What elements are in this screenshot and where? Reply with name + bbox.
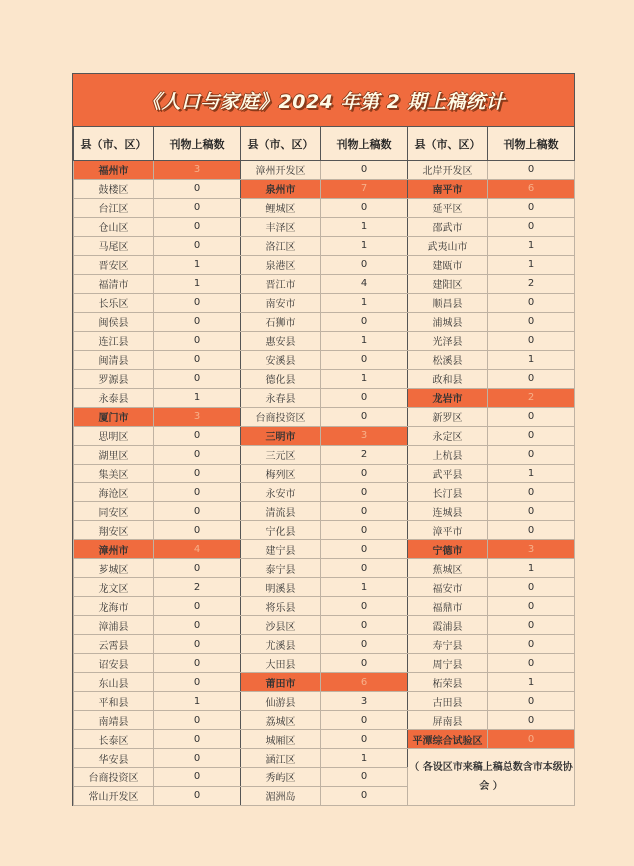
county-name-cell: 石狮市 [241, 312, 321, 331]
count-cell: 0 [154, 236, 241, 255]
county-name-cell: 台商投资区 [241, 407, 321, 426]
count-cell: 0 [154, 483, 241, 502]
count-cell: 0 [321, 312, 408, 331]
table-row [74, 483, 575, 502]
table-row [74, 407, 575, 426]
table-row [74, 749, 575, 768]
count-cell: 0 [321, 483, 408, 502]
county-name-cell: 闽清县 [74, 350, 154, 369]
count-cell: 4 [154, 540, 241, 559]
count-cell: 1 [488, 559, 575, 578]
county-name-cell: 诏安县 [74, 654, 154, 673]
county-name-cell: 顺昌县 [408, 293, 488, 312]
count-cell: 0 [488, 445, 575, 464]
county-name-cell: 连城县 [408, 502, 488, 521]
count-cell: 0 [154, 673, 241, 692]
table-row [74, 388, 575, 407]
county-name-cell: 丰泽区 [241, 217, 321, 236]
county-name-cell: 思明区 [74, 426, 154, 445]
count-cell: 0 [321, 502, 408, 521]
table-row [74, 673, 575, 692]
count-cell: 0 [488, 331, 575, 350]
table-row [74, 711, 575, 730]
county-name-cell: 鲤城区 [241, 198, 321, 217]
count-cell: 0 [488, 578, 575, 597]
count-cell: 0 [154, 198, 241, 217]
table-row [74, 179, 575, 198]
count-cell: 0 [321, 654, 408, 673]
count-cell: 1 [321, 236, 408, 255]
table-row [74, 559, 575, 578]
count-cell: 0 [488, 426, 575, 445]
count-cell: 1 [321, 217, 408, 236]
county-name-cell: 华安县 [74, 749, 154, 768]
county-name-cell: 福安市 [408, 578, 488, 597]
count-cell: 0 [154, 369, 241, 388]
count-cell: 0 [154, 312, 241, 331]
county-name-cell: 长汀县 [408, 483, 488, 502]
city-name-cell: 龙岩市 [408, 388, 488, 407]
count-cell: 0 [488, 312, 575, 331]
county-name-cell: 漳浦县 [74, 616, 154, 635]
count-cell: 0 [321, 464, 408, 483]
count-cell: 0 [488, 654, 575, 673]
count-cell: 0 [321, 350, 408, 369]
count-cell: 0 [321, 540, 408, 559]
count-cell: 0 [488, 483, 575, 502]
count-cell: 1 [321, 293, 408, 312]
table-row [74, 274, 575, 293]
count-cell: 1 [154, 388, 241, 407]
count-cell: 0 [488, 293, 575, 312]
county-name-cell: 龙海市 [74, 597, 154, 616]
county-name-cell: 南靖县 [74, 711, 154, 730]
table-row [74, 502, 575, 521]
table-row [74, 255, 575, 274]
county-name-cell: 台商投资区 [74, 768, 154, 787]
count-cell: 1 [488, 350, 575, 369]
count-cell: 0 [154, 730, 241, 749]
county-name-cell: 平和县 [74, 692, 154, 711]
count-cell: 0 [488, 369, 575, 388]
count-cell: 6 [321, 673, 408, 692]
header-count-3: 刊物上稿数 [488, 127, 575, 161]
city-name-cell: 宁德市 [408, 540, 488, 559]
county-name-cell: 安溪县 [241, 350, 321, 369]
table-row [74, 236, 575, 255]
count-cell: 0 [154, 559, 241, 578]
county-name-cell: 泉港区 [241, 255, 321, 274]
table-row [74, 293, 575, 312]
count-cell: 1 [154, 274, 241, 293]
county-name-cell: 永安市 [241, 483, 321, 502]
county-name-cell: 德化县 [241, 369, 321, 388]
count-cell: 0 [154, 445, 241, 464]
county-name-cell: 城厢区 [241, 730, 321, 749]
table-row [74, 521, 575, 540]
county-name-cell: 泰宁县 [241, 559, 321, 578]
table-row [74, 331, 575, 350]
city-name-cell: 厦门市 [74, 407, 154, 426]
footnote: （ 各设区市来稿上稿总数含市本级协会 ） [408, 749, 575, 806]
table-row [74, 654, 575, 673]
count-cell: 0 [154, 711, 241, 730]
county-name-cell: 沙县区 [241, 616, 321, 635]
count-cell: 2 [488, 388, 575, 407]
county-name-cell: 湄洲岛 [241, 786, 321, 805]
title-banner [73, 74, 574, 126]
city-name-cell: 泉州市 [241, 179, 321, 198]
county-name-cell: 屏南县 [408, 711, 488, 730]
header-county-2: 县（市、区） [241, 127, 321, 161]
city-name-cell: 平潭综合试验区 [408, 730, 488, 749]
count-cell: 0 [488, 521, 575, 540]
count-cell: 2 [488, 274, 575, 293]
count-cell: 0 [154, 426, 241, 445]
count-cell: 2 [154, 578, 241, 597]
county-name-cell: 福清市 [74, 274, 154, 293]
county-name-cell: 南安市 [241, 293, 321, 312]
county-name-cell: 长泰区 [74, 730, 154, 749]
count-cell: 0 [488, 407, 575, 426]
county-name-cell: 宁化县 [241, 521, 321, 540]
count-cell: 0 [321, 616, 408, 635]
county-name-cell: 漳州开发区 [241, 161, 321, 180]
city-name-cell: 漳州市 [74, 540, 154, 559]
county-name-cell: 闽侯县 [74, 312, 154, 331]
count-cell: 0 [321, 559, 408, 578]
county-name-cell: 马尾区 [74, 236, 154, 255]
county-name-cell: 云霄县 [74, 635, 154, 654]
county-name-cell: 柘荣县 [408, 673, 488, 692]
county-name-cell: 尤溪县 [241, 635, 321, 654]
county-name-cell: 寿宁县 [408, 635, 488, 654]
count-cell: 0 [154, 217, 241, 236]
count-cell: 0 [321, 711, 408, 730]
count-cell: 0 [321, 768, 408, 787]
count-cell: 0 [321, 255, 408, 274]
count-cell: 1 [488, 236, 575, 255]
table-row [74, 540, 575, 559]
county-name-cell: 永定区 [408, 426, 488, 445]
table-row [74, 616, 575, 635]
count-cell: 0 [154, 502, 241, 521]
county-name-cell: 梅列区 [241, 464, 321, 483]
count-cell: 0 [321, 730, 408, 749]
count-cell: 3 [154, 161, 241, 180]
county-name-cell: 光泽县 [408, 331, 488, 350]
county-name-cell: 连江县 [74, 331, 154, 350]
count-cell: 0 [154, 179, 241, 198]
count-cell: 3 [321, 426, 408, 445]
county-name-cell: 惠安县 [241, 331, 321, 350]
table-row [74, 692, 575, 711]
count-cell: 0 [488, 692, 575, 711]
table-row [74, 312, 575, 331]
county-name-cell: 仙游县 [241, 692, 321, 711]
city-name-cell: 南平市 [408, 179, 488, 198]
count-cell: 1 [488, 673, 575, 692]
county-name-cell: 武平县 [408, 464, 488, 483]
count-cell: 0 [154, 464, 241, 483]
city-name-cell: 莆田市 [241, 673, 321, 692]
count-cell: 7 [321, 179, 408, 198]
count-cell: 1 [321, 578, 408, 597]
count-cell: 0 [321, 198, 408, 217]
county-name-cell: 上杭县 [408, 445, 488, 464]
count-cell: 0 [321, 597, 408, 616]
county-name-cell: 鼓楼区 [74, 179, 154, 198]
table-row [74, 730, 575, 749]
count-cell: 1 [488, 464, 575, 483]
county-name-cell: 长乐区 [74, 293, 154, 312]
county-name-cell: 建宁县 [241, 540, 321, 559]
count-cell: 0 [488, 635, 575, 654]
county-name-cell: 海沧区 [74, 483, 154, 502]
county-name-cell: 台江区 [74, 198, 154, 217]
county-name-cell: 常山开发区 [74, 786, 154, 805]
county-name-cell: 东山县 [74, 673, 154, 692]
header-count-1: 刊物上稿数 [154, 127, 241, 161]
header-county-1: 县（市、区） [74, 127, 154, 161]
county-name-cell: 罗源县 [74, 369, 154, 388]
county-name-cell: 龙文区 [74, 578, 154, 597]
count-cell: 0 [154, 616, 241, 635]
count-cell: 0 [154, 654, 241, 673]
count-cell: 0 [321, 407, 408, 426]
table-row [74, 578, 575, 597]
header-county-3: 县（市、区） [408, 127, 488, 161]
statistics-table [73, 126, 575, 806]
table-row [74, 464, 575, 483]
count-cell: 1 [321, 331, 408, 350]
count-cell: 1 [321, 749, 408, 768]
county-name-cell: 湖里区 [74, 445, 154, 464]
county-name-cell: 松溪县 [408, 350, 488, 369]
count-cell: 0 [154, 768, 241, 787]
count-cell: 0 [154, 597, 241, 616]
table-header-row [74, 127, 575, 161]
county-name-cell: 洛江区 [241, 236, 321, 255]
count-cell: 4 [321, 274, 408, 293]
table-row [74, 350, 575, 369]
count-cell: 1 [154, 255, 241, 274]
county-name-cell: 霞浦县 [408, 616, 488, 635]
count-cell: 0 [488, 502, 575, 521]
table-row [74, 217, 575, 236]
count-cell: 0 [488, 161, 575, 180]
count-cell: 0 [488, 217, 575, 236]
county-name-cell: 政和县 [408, 369, 488, 388]
county-name-cell: 建阳区 [408, 274, 488, 293]
county-name-cell: 仓山区 [74, 217, 154, 236]
count-cell: 0 [154, 786, 241, 805]
count-cell: 0 [321, 786, 408, 805]
table-row [74, 445, 575, 464]
table-row [74, 369, 575, 388]
county-name-cell: 蕉城区 [408, 559, 488, 578]
count-cell: 0 [321, 388, 408, 407]
count-cell: 0 [488, 616, 575, 635]
page-title: 《人口与家庭》2024 年第 2 期上稿统计 [142, 90, 505, 113]
county-name-cell: 晋江市 [241, 274, 321, 293]
count-cell: 0 [488, 597, 575, 616]
count-cell: 3 [321, 692, 408, 711]
county-name-cell: 清流县 [241, 502, 321, 521]
count-cell: 3 [488, 540, 575, 559]
count-cell: 6 [488, 179, 575, 198]
count-cell: 0 [321, 635, 408, 654]
count-cell: 0 [321, 521, 408, 540]
county-name-cell: 新罗区 [408, 407, 488, 426]
count-cell: 0 [488, 730, 575, 749]
count-cell: 0 [154, 350, 241, 369]
county-name-cell: 北岸开发区 [408, 161, 488, 180]
city-name-cell: 福州市 [74, 161, 154, 180]
count-cell: 0 [154, 749, 241, 768]
county-name-cell: 荔城区 [241, 711, 321, 730]
table-row [74, 597, 575, 616]
county-name-cell: 同安区 [74, 502, 154, 521]
header-count-2: 刊物上稿数 [321, 127, 408, 161]
county-name-cell: 邵武市 [408, 217, 488, 236]
county-name-cell: 永春县 [241, 388, 321, 407]
count-cell: 0 [488, 198, 575, 217]
county-name-cell: 明溪县 [241, 578, 321, 597]
county-name-cell: 晋安区 [74, 255, 154, 274]
county-name-cell: 三元区 [241, 445, 321, 464]
county-name-cell: 周宁县 [408, 654, 488, 673]
count-cell: 0 [154, 635, 241, 654]
county-name-cell: 集美区 [74, 464, 154, 483]
county-name-cell: 建瓯市 [408, 255, 488, 274]
county-name-cell: 浦城县 [408, 312, 488, 331]
county-name-cell: 涵江区 [241, 749, 321, 768]
count-cell: 2 [321, 445, 408, 464]
county-name-cell: 延平区 [408, 198, 488, 217]
count-cell: 0 [154, 521, 241, 540]
table-row [74, 635, 575, 654]
count-cell: 0 [321, 161, 408, 180]
county-name-cell: 翔安区 [74, 521, 154, 540]
table-row [74, 198, 575, 217]
count-cell: 3 [154, 407, 241, 426]
table-row [74, 161, 575, 180]
county-name-cell: 漳平市 [408, 521, 488, 540]
county-name-cell: 秀屿区 [241, 768, 321, 787]
county-name-cell: 永泰县 [74, 388, 154, 407]
county-name-cell: 大田县 [241, 654, 321, 673]
count-cell: 0 [154, 331, 241, 350]
count-cell: 0 [154, 293, 241, 312]
count-cell: 1 [154, 692, 241, 711]
count-cell: 0 [488, 711, 575, 730]
county-name-cell: 将乐县 [241, 597, 321, 616]
county-name-cell: 古田县 [408, 692, 488, 711]
county-name-cell: 芗城区 [74, 559, 154, 578]
county-name-cell: 福鼎市 [408, 597, 488, 616]
county-name-cell: 武夷山市 [408, 236, 488, 255]
statistics-sheet [72, 73, 575, 806]
count-cell: 1 [488, 255, 575, 274]
table-row [74, 426, 575, 445]
city-name-cell: 三明市 [241, 426, 321, 445]
count-cell: 1 [321, 369, 408, 388]
